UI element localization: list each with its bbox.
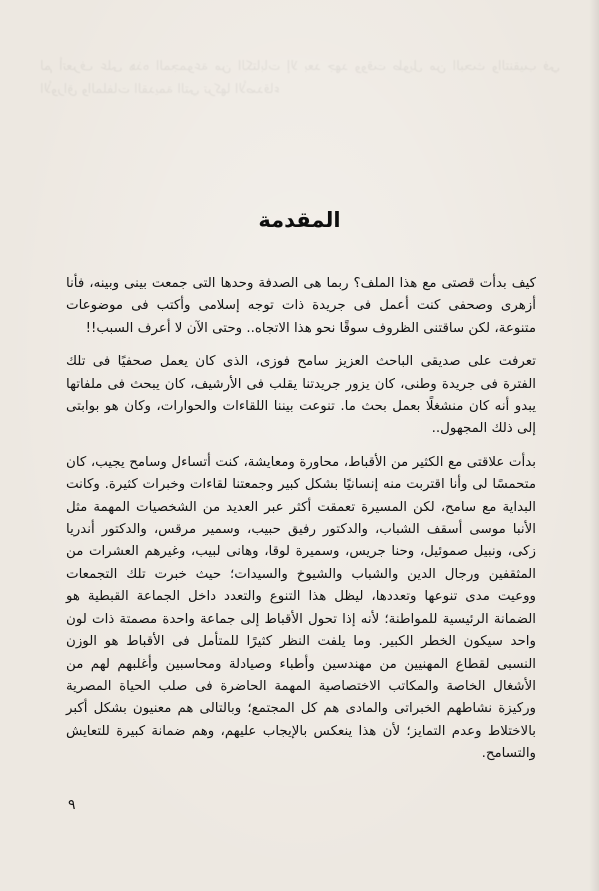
paragraph: بدأت علاقتى مع الكثير من الأقباط، محاورة ومعايشة، كنت أتساءل وسامح يجيب، كان متحمسًا لى وأنا اقتربت منه إنسانيًا بشكل كبير وجمعتنا لقاءات وخبرات كثيرة. وكانت البداية مع سامح، لكن المسيرة تعمقت أكثر عبر العديد من الشخصيات المهمة مثل الأنبا موسى أسقف الشباب، والدكتور رفيق حبيب، وسمير مرقس، والدكتور أندريا زكى، ونبيل صموئيل، وحنا جريس، وسميرة لوقا، وهانى لبيب، وغيرهم العشرات من المثقفين ورجال الدين والشباب والشيوخ والسيدات؛ حيث خبرت تلك التجمعات ووعيت مدى تنوعها وتعددها، ليظل هذا التنوع والتعدد داخل الجماعة القبطية هو الضمانة الرئيسية للمواطنة؛ لأنه إذا تحول الأقباط إلى جماعة واحدة مصمتة ذات لون واحد سيكون الخطر الكبير. وما يلفت النظر كثيرًا للمتأمل فى الأقباط هو الوزن النسبى لقطاع المهنيين من مهندسين وأطباء وصيادلة ومحاسبين وأغلبهم لهم من الأشغال الخاصة والمكاتب الاختصاصية المهمة الحاضرة فى صلب الحياة المصرية وركيزة نشاطهم الخبراتى والمادى هم كل المجتمع؛ وبالتالى هم معنيون بشكل أكبر بالاختلاط وعدم التمايز؛ لأن هذا ينعكس بالإيجاب عليهم، وهم ضمانة كبيرة للتعايش والتسامح.	[66, 454, 536, 762]
bleed-through-text: لم أتعرف على هذه المجموعة من الكتابات إلا بعد جهد ووقت طويل من البحث والتنقيب في الأوراق والملفات القديمة التي تركها الأصدقاء	[40, 59, 560, 97]
page-edge-shadow	[589, 0, 599, 891]
page-number: ٩	[68, 797, 76, 813]
paragraph: كيف بدأت قصتى مع هذا الملف؟ ربما هى الصدفة وحدها التى جمعت بينى وبينه، فأنا أزهرى وصحفى كنت أعمل فى جريدة ذات توجه إسلامى وأكتب فى موضوعات متنوعة، لكن ساقتنى الظروف سوقًا نحو هذا الاتجاه.. وحتى الآن لا أعرف السبب!!	[66, 276, 536, 336]
chapter-title: المقدمة	[258, 208, 341, 232]
body-text	[66, 273, 536, 777]
paragraph: تعرفت على صديقى الباحث العزيز سامح فوزى، الذى كان يعمل صحفيًا فى تلك الفترة فى جريدة وطنى، كان يزور جريدتنا يقلب فى الأرشيف، كان يبحث فى ملفاتها يبدو أنه كان منشغلًا بعمل بحث ما. تنوعت بيننا اللقاءات والحوارات، وكان هو بوابتى إلى ذلك المجهول..	[66, 354, 536, 437]
